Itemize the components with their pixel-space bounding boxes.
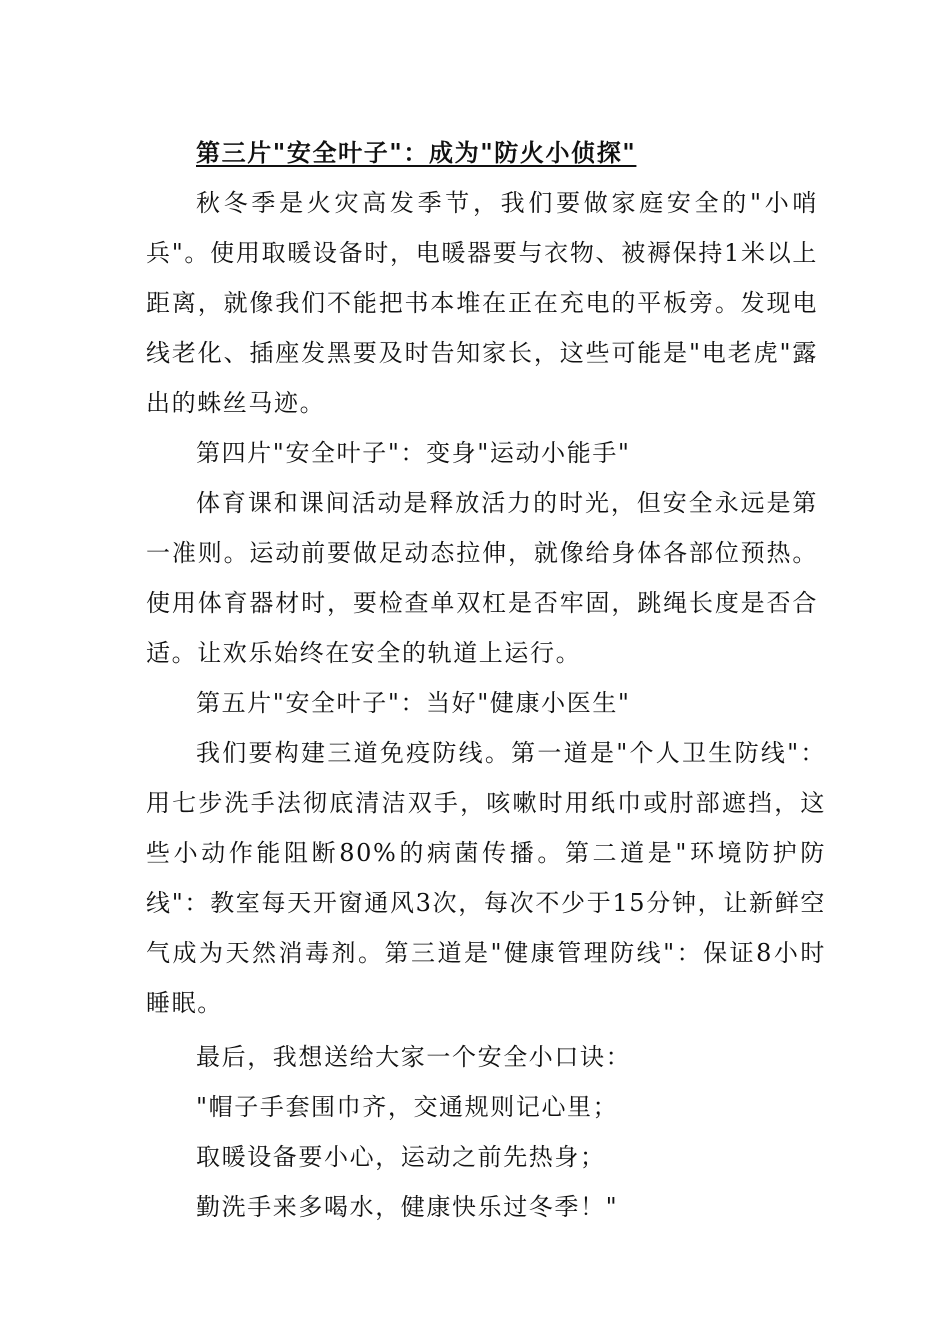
closing-intro: 最后，我想送给大家一个安全小口诀： [196,1043,632,1071]
document-content [146,128,826,1232]
section-3-body: 秋冬季是火灾高发季节，我们要做家庭安全的"小哨兵"。使用取暖设备时，电暖器要与衣物、被褥保持1米以上距离，就像我们不能把书本堆在正在充电的平板旁。发现电线老化、插座发黑要及时告知家长，这些可能是"电老虎"露出的蛛丝马迹。 [146,189,818,417]
section-4-body: 体育课和课间活动是释放活力的时光，但安全永远是第一准则。运动前要做足动态拉伸，就像给身体各部位预热。使用体育器材时，要检查单双杠是否牢固，跳绳长度是否合适。让欢乐始终在安全的轨道上运行。 [146,489,818,667]
section-5-title: 第五片"安全叶子"：当好"健康小医生" [196,689,631,717]
rhyme-line-2: 取暖设备要小心，运动之前先热身； [196,1143,606,1171]
section-5-body: 我们要构建三道免疫防线。第一道是"个人卫生防线"：用七步洗手法彻底清洁双手，咳嗽时用纸巾或肘部遮挡，这些小动作能阻断80%的病菌传播。第二道是"环境防护防线"：教室每天开窗通风3次，每次不少于15分钟，让新鲜空气成为天然消毒剂。第三道是"健康管理防线"：保证8小时睡眠。 [146,739,826,1017]
rhyme-line-3: 勤洗手来多喝水，健康快乐过冬季！" [196,1193,619,1221]
section-3-title: 第三片"安全叶子"：成为"防火小侦探" [196,138,637,167]
rhyme-line-1: "帽子手套围巾齐，交通规则记心里； [196,1093,619,1121]
section-4-title: 第四片"安全叶子"：变身"运动小能手" [196,439,631,467]
